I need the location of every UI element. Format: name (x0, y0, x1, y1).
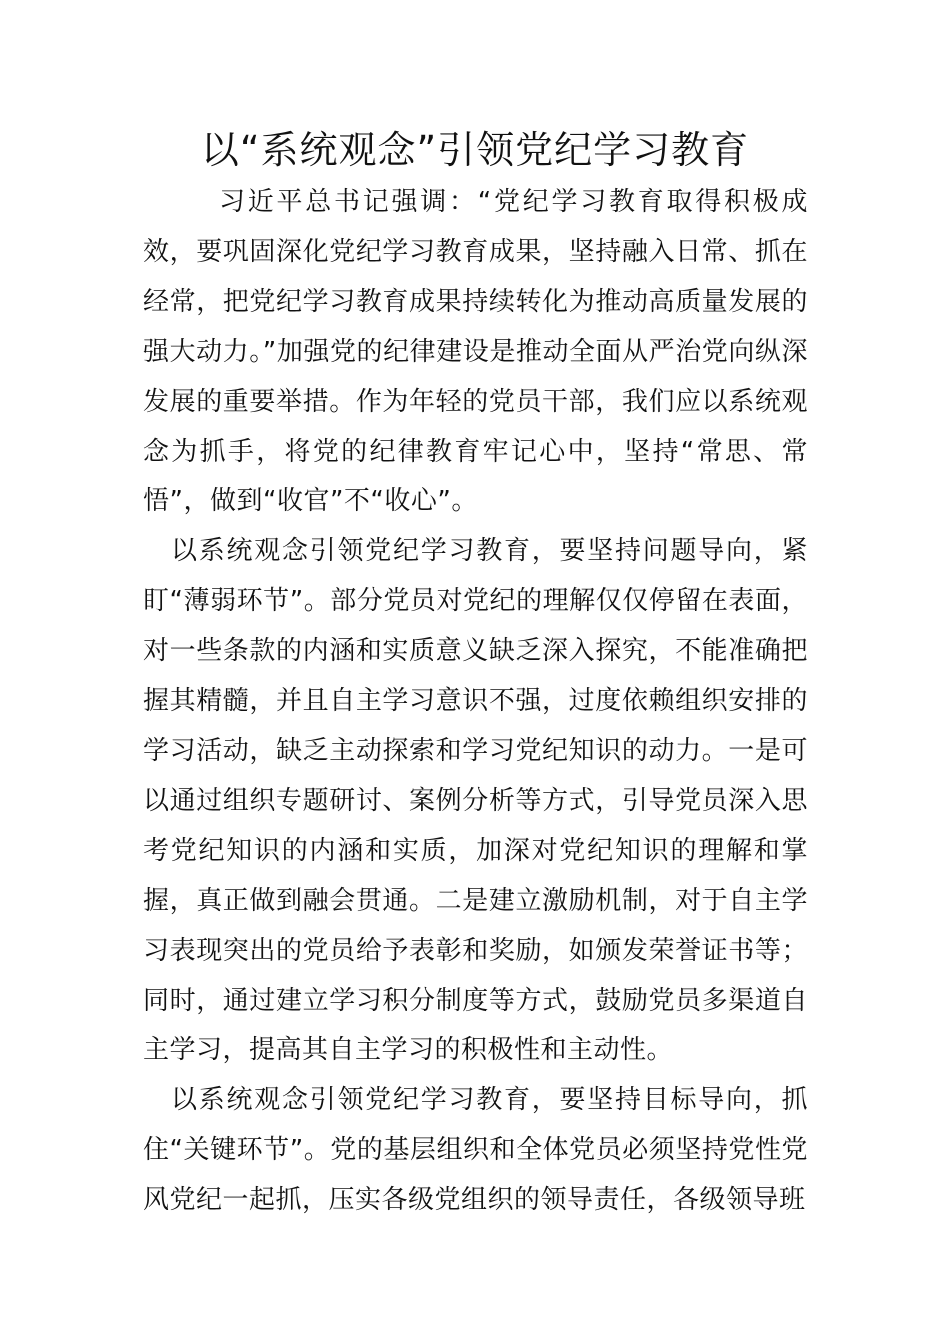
paragraph-1: 习近平总书记强调：“党纪学习教育取得积极成效，要巩固深化党纪学习教育成果，坚持融入日常、抓在经常，把党纪学习教育成果持续转化为推动高质量发展的强大动力。”加强党的纪律建设是推动全面从严治党向纵深发展的重要举措。作为年轻的党员干部，我们应以系统观念为抓手，将党的纪律教育牢记心中，坚持“常思、常悟”，做到“收官”不“收心”。 (143, 187, 808, 517)
document-body (143, 178, 808, 1226)
paragraph-3: 以系统观念引领党纪学习教育，要坚持目标导向，抓住“关键环节”。党的基层组织和全体党员必须坚持党性党风党纪一起抓，压实各级党组织的领导责任，各级领导班 (143, 1085, 808, 1216)
document-title: 以“系统观念”引领党纪学习教育 (200, 128, 750, 172)
paragraph-2: 以系统观念引领党纪学习教育，要坚持问题导向，紧盯“薄弱环节”。部分党员对党纪的理解仅仅停留在表面，对一些条款的内涵和实质意义缺乏深入探究，不能准确把握其精髓，并且自主学习意识不强，过度依赖组织安排的学习活动，缺乏主动探索和学习党纪知识的动力。一是可以通过组织专题研讨、案例分析等方式，引导党员深入思考党纪知识的内涵和实质，加深对党纪知识的理解和掌握，真正做到融会贯通。二是建立激励机制，对于自主学习表现突出的党员给予表彰和奖励，如颁发荣誉证书等；同时，通过建立学习积分制度等方式，鼓励党员多渠道自主学习，提高其自主学习的积极性和主动性。 (143, 536, 808, 1066)
